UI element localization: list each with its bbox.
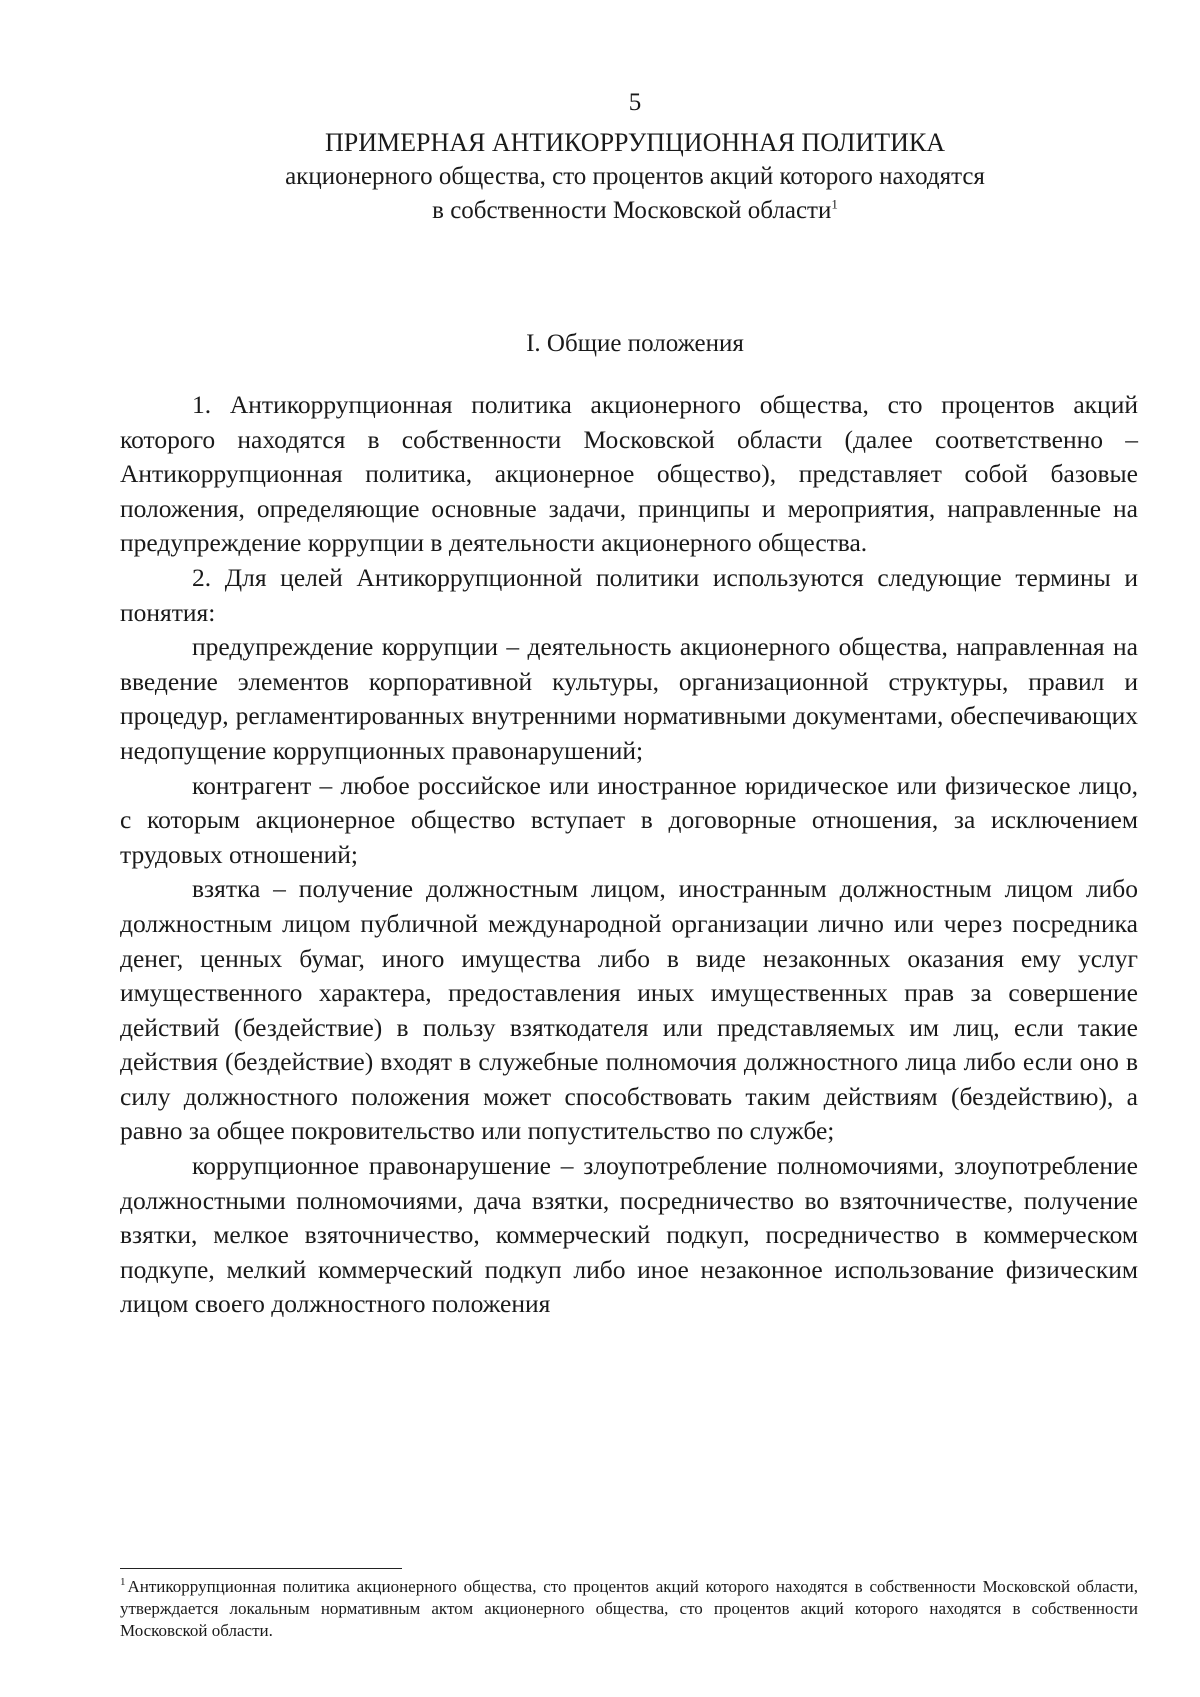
paragraph-1: 1. Антикоррупционная политика акционерного общества, сто процентов акций которого находятся в собственности Московской области (далее соответственно – Антикоррупционная политика, акционерное общество), представляет собой базовые положения, определяющие основные задачи, принципы и мероприятия, направленные на предупреждение коррупции в деятельности акционерного общества. [120, 390, 1138, 558]
section-heading: I. Общие положения [526, 330, 744, 357]
document-title-line-3-text: в собственности Московской области [432, 197, 832, 224]
footnote-reference: 1 [831, 196, 838, 212]
document-body [120, 388, 1138, 1322]
footnote-marker: 1 [120, 1576, 126, 1589]
page-number: 5 [628, 89, 642, 116]
document-title-line-2: акционерного общества, сто процентов акций которого находятся [285, 163, 985, 190]
footnote-paragraph [120, 1576, 1138, 1642]
footnote [120, 1576, 1138, 1642]
document-title-line-3 [0, 194, 1200, 228]
footnote-text: Антикоррупционная политика акционерного общества, сто процентов акций которого находятся в собственности Московской области, утверждается локальным нормативным актом акционерного общества, сто процентов акций которого находятся в собственности Московской области. [120, 1577, 1138, 1640]
document-title-main: ПРИМЕРНАЯ АНТИКОРРУПЦИОННАЯ ПОЛИТИКА [325, 128, 945, 157]
paragraph-2: 2. Для целей Антикоррупционной политики используются следующие термины и понятия: [120, 562, 1138, 627]
definition-corruption-offense: коррупционное правонарушение – злоупотребление полномочиями, злоупотребление должностными полномочиями, дача взятки, посредничество во взяточничестве, получение взятки, мелкое взяточничество, коммерческий подкуп, посредничество в коммерческом подкупе, мелкий коммерческий подкуп либо иное незаконное использование физическим лицом своего должностного положения [120, 1151, 1138, 1319]
footnote-divider [120, 1568, 402, 1569]
definition-counterparty: контрагент – любое российское или иностранное юридическое или физическое лицо, с которым акционерное общество вступает в договорные отношения, за исключением трудовых отношений; [120, 770, 1138, 869]
document-title [0, 126, 1200, 228]
definition-bribe: взятка – получение должностным лицом, иностранным должностным лицом либо должностным лицом публичной международной организации лично или через посредника денег, ценных бумаг, иного имущества либо в виде незаконных оказания ему услуг имущественного характера, предоставления иных имущественных прав за совершение действий (бездействие) в пользу взяткодателя или представляемых им лиц, если такие действия (бездействие) входят в служебные полномочия должностного лица либо если оно в силу должностного положения может способствовать таким действиям (бездействию), а равно за общее покровительство или попустительство по службе; [120, 874, 1138, 1146]
definition-corruption-prevention: предупреждение коррупции – деятельность акционерного общества, направленная на введение элементов корпоративной культуры, организационной структуры, правил и процедур, регламентированных внутренними нормативными документами, обеспечивающих недопущение коррупционных правонарушений; [120, 632, 1138, 765]
